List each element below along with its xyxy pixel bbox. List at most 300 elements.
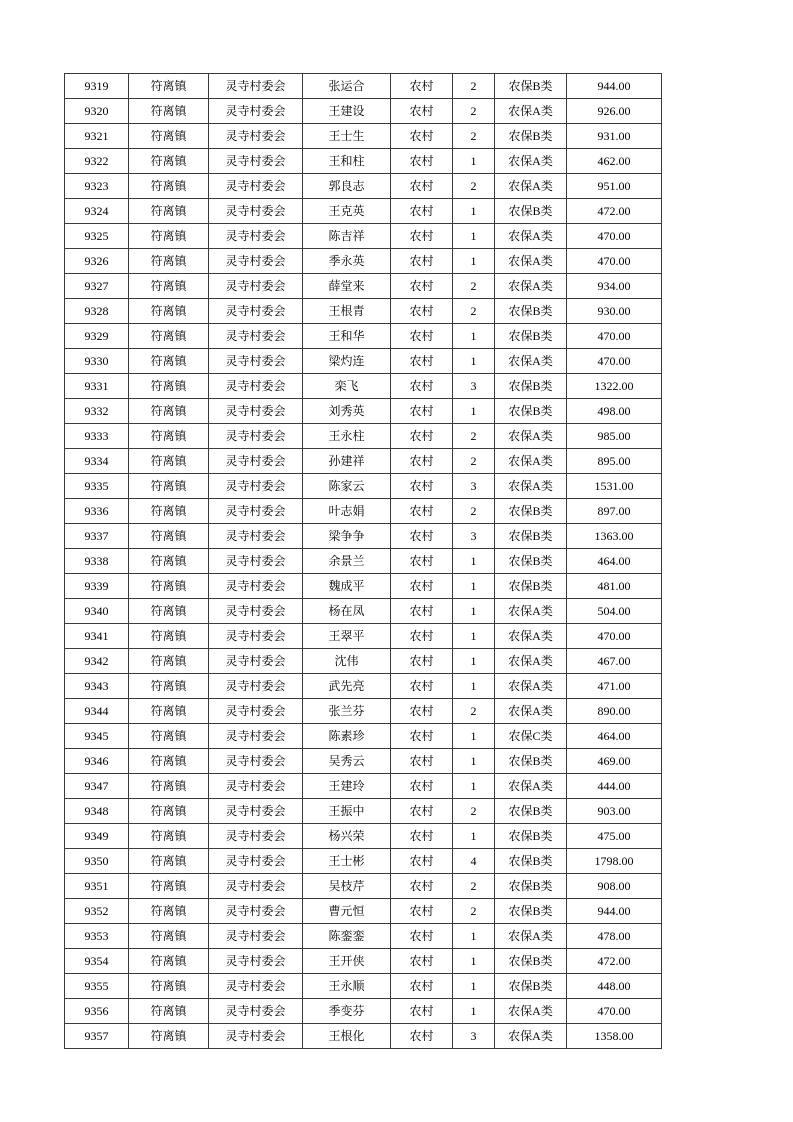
table-row (65, 399, 662, 424)
cell-amount: 897.00 (567, 499, 662, 524)
table-row (65, 999, 662, 1024)
cell-name: 沈伟 (303, 649, 391, 674)
cell-id: 9332 (65, 399, 129, 424)
cell-count: 2 (453, 874, 495, 899)
cell-id: 9336 (65, 499, 129, 524)
cell-village: 灵寺村委会 (209, 949, 303, 974)
cell-count: 1 (453, 549, 495, 574)
cell-village: 灵寺村委会 (209, 149, 303, 174)
cell-village: 灵寺村委会 (209, 474, 303, 499)
cell-count: 1 (453, 999, 495, 1024)
cell-type: 农村 (391, 74, 453, 99)
table-row (65, 249, 662, 274)
cell-amount: 462.00 (567, 149, 662, 174)
cell-id: 9349 (65, 824, 129, 849)
cell-id: 9340 (65, 599, 129, 624)
cell-id: 9324 (65, 199, 129, 224)
cell-village: 灵寺村委会 (209, 574, 303, 599)
cell-village: 灵寺村委会 (209, 99, 303, 124)
table-row (65, 749, 662, 774)
cell-category: 农保B类 (495, 399, 567, 424)
cell-town: 符离镇 (129, 199, 209, 224)
cell-count: 1 (453, 924, 495, 949)
cell-name: 陈素珍 (303, 724, 391, 749)
cell-category: 农保A类 (495, 474, 567, 499)
cell-category: 农保B类 (495, 549, 567, 574)
cell-name: 王永顺 (303, 974, 391, 999)
cell-type: 农村 (391, 799, 453, 824)
cell-type: 农村 (391, 149, 453, 174)
cell-town: 符离镇 (129, 99, 209, 124)
cell-type: 农村 (391, 224, 453, 249)
cell-category: 农保A类 (495, 674, 567, 699)
cell-amount: 470.00 (567, 999, 662, 1024)
cell-type: 农村 (391, 524, 453, 549)
cell-count: 2 (453, 499, 495, 524)
cell-id: 9339 (65, 574, 129, 599)
cell-name: 王士彬 (303, 849, 391, 874)
cell-count: 1 (453, 599, 495, 624)
cell-category: 农保A类 (495, 649, 567, 674)
cell-type: 农村 (391, 824, 453, 849)
cell-village: 灵寺村委会 (209, 174, 303, 199)
cell-type: 农村 (391, 774, 453, 799)
cell-id: 9335 (65, 474, 129, 499)
cell-amount: 926.00 (567, 99, 662, 124)
cell-type: 农村 (391, 424, 453, 449)
cell-name: 梁灼连 (303, 349, 391, 374)
cell-name: 梁争争 (303, 524, 391, 549)
cell-type: 农村 (391, 324, 453, 349)
cell-town: 符离镇 (129, 774, 209, 799)
cell-category: 农保B类 (495, 749, 567, 774)
cell-count: 2 (453, 699, 495, 724)
cell-count: 2 (453, 799, 495, 824)
cell-name: 陈銮銮 (303, 924, 391, 949)
cell-amount: 890.00 (567, 699, 662, 724)
cell-amount: 470.00 (567, 624, 662, 649)
cell-count: 1 (453, 674, 495, 699)
cell-count: 1 (453, 149, 495, 174)
cell-id: 9325 (65, 224, 129, 249)
cell-town: 符离镇 (129, 824, 209, 849)
cell-town: 符离镇 (129, 499, 209, 524)
cell-count: 2 (453, 274, 495, 299)
cell-amount: 1531.00 (567, 474, 662, 499)
table-row (65, 949, 662, 974)
cell-category: 农保B类 (495, 974, 567, 999)
cell-name: 孙建祥 (303, 449, 391, 474)
cell-village: 灵寺村委会 (209, 299, 303, 324)
cell-count: 1 (453, 224, 495, 249)
cell-name: 刘秀英 (303, 399, 391, 424)
cell-amount: 469.00 (567, 749, 662, 774)
cell-type: 农村 (391, 249, 453, 274)
cell-village: 灵寺村委会 (209, 349, 303, 374)
cell-amount: 472.00 (567, 199, 662, 224)
table-row (65, 974, 662, 999)
cell-name: 薛堂来 (303, 274, 391, 299)
cell-count: 1 (453, 324, 495, 349)
cell-category: 农保B类 (495, 124, 567, 149)
cell-count: 3 (453, 374, 495, 399)
table-row (65, 849, 662, 874)
cell-town: 符离镇 (129, 599, 209, 624)
cell-village: 灵寺村委会 (209, 849, 303, 874)
cell-town: 符离镇 (129, 274, 209, 299)
cell-id: 9338 (65, 549, 129, 574)
cell-town: 符离镇 (129, 324, 209, 349)
cell-type: 农村 (391, 699, 453, 724)
cell-count: 3 (453, 524, 495, 549)
cell-amount: 985.00 (567, 424, 662, 449)
cell-amount: 1358.00 (567, 1024, 662, 1049)
table-row (65, 349, 662, 374)
cell-id: 9343 (65, 674, 129, 699)
cell-id: 9320 (65, 99, 129, 124)
cell-town: 符离镇 (129, 699, 209, 724)
cell-amount: 498.00 (567, 399, 662, 424)
cell-count: 2 (453, 124, 495, 149)
cell-category: 农保B类 (495, 574, 567, 599)
cell-town: 符离镇 (129, 249, 209, 274)
cell-name: 张运合 (303, 74, 391, 99)
cell-town: 符离镇 (129, 674, 209, 699)
roster-table (64, 73, 662, 1049)
table-row (65, 874, 662, 899)
table-row (65, 474, 662, 499)
cell-name: 张兰芬 (303, 699, 391, 724)
cell-town: 符离镇 (129, 449, 209, 474)
cell-town: 符离镇 (129, 949, 209, 974)
cell-id: 9353 (65, 924, 129, 949)
table-row (65, 549, 662, 574)
cell-category: 农保B类 (495, 799, 567, 824)
cell-village: 灵寺村委会 (209, 499, 303, 524)
table-row (65, 649, 662, 674)
cell-type: 农村 (391, 349, 453, 374)
cell-town: 符离镇 (129, 149, 209, 174)
cell-town: 符离镇 (129, 874, 209, 899)
cell-town: 符离镇 (129, 974, 209, 999)
cell-town: 符离镇 (129, 474, 209, 499)
cell-type: 农村 (391, 874, 453, 899)
cell-town: 符离镇 (129, 549, 209, 574)
table-row (65, 124, 662, 149)
cell-name: 吴秀云 (303, 749, 391, 774)
cell-type: 农村 (391, 549, 453, 574)
table-row (65, 1024, 662, 1049)
cell-village: 灵寺村委会 (209, 399, 303, 424)
cell-type: 农村 (391, 299, 453, 324)
cell-count: 1 (453, 249, 495, 274)
cell-village: 灵寺村委会 (209, 824, 303, 849)
cell-id: 9322 (65, 149, 129, 174)
cell-town: 符离镇 (129, 649, 209, 674)
cell-category: 农保A类 (495, 274, 567, 299)
cell-id: 9323 (65, 174, 129, 199)
cell-id: 9355 (65, 974, 129, 999)
cell-type: 农村 (391, 474, 453, 499)
cell-id: 9347 (65, 774, 129, 799)
cell-amount: 472.00 (567, 949, 662, 974)
cell-type: 农村 (391, 724, 453, 749)
cell-category: 农保A类 (495, 99, 567, 124)
cell-town: 符离镇 (129, 374, 209, 399)
cell-name: 吴枝芹 (303, 874, 391, 899)
cell-amount: 470.00 (567, 224, 662, 249)
cell-village: 灵寺村委会 (209, 649, 303, 674)
cell-id: 9327 (65, 274, 129, 299)
cell-name: 王开侠 (303, 949, 391, 974)
cell-town: 符离镇 (129, 224, 209, 249)
cell-category: 农保A类 (495, 924, 567, 949)
cell-village: 灵寺村委会 (209, 449, 303, 474)
table-row (65, 724, 662, 749)
cell-village: 灵寺村委会 (209, 874, 303, 899)
cell-count: 1 (453, 949, 495, 974)
cell-name: 王振中 (303, 799, 391, 824)
cell-village: 灵寺村委会 (209, 374, 303, 399)
table-row (65, 799, 662, 824)
cell-count: 2 (453, 99, 495, 124)
cell-count: 3 (453, 1024, 495, 1049)
cell-name: 王克英 (303, 199, 391, 224)
cell-town: 符离镇 (129, 524, 209, 549)
cell-type: 农村 (391, 574, 453, 599)
table-row (65, 224, 662, 249)
cell-amount: 470.00 (567, 349, 662, 374)
table-row (65, 74, 662, 99)
table-row (65, 274, 662, 299)
cell-name: 王建设 (303, 99, 391, 124)
cell-amount: 464.00 (567, 724, 662, 749)
table-row (65, 499, 662, 524)
cell-town: 符离镇 (129, 1024, 209, 1049)
cell-type: 农村 (391, 949, 453, 974)
cell-name: 王建玲 (303, 774, 391, 799)
cell-amount: 931.00 (567, 124, 662, 149)
cell-id: 9337 (65, 524, 129, 549)
cell-village: 灵寺村委会 (209, 624, 303, 649)
cell-amount: 908.00 (567, 874, 662, 899)
cell-name: 季变芬 (303, 999, 391, 1024)
cell-id: 9354 (65, 949, 129, 974)
cell-amount: 1798.00 (567, 849, 662, 874)
table-row (65, 574, 662, 599)
cell-village: 灵寺村委会 (209, 674, 303, 699)
cell-type: 农村 (391, 674, 453, 699)
table-row (65, 674, 662, 699)
cell-amount: 1363.00 (567, 524, 662, 549)
cell-count: 1 (453, 774, 495, 799)
table-row (65, 299, 662, 324)
cell-id: 9344 (65, 699, 129, 724)
cell-amount: 944.00 (567, 74, 662, 99)
cell-village: 灵寺村委会 (209, 974, 303, 999)
cell-village: 灵寺村委会 (209, 749, 303, 774)
cell-village: 灵寺村委会 (209, 549, 303, 574)
cell-id: 9331 (65, 374, 129, 399)
cell-count: 2 (453, 74, 495, 99)
cell-type: 农村 (391, 649, 453, 674)
cell-village: 灵寺村委会 (209, 124, 303, 149)
cell-amount: 448.00 (567, 974, 662, 999)
cell-count: 1 (453, 724, 495, 749)
cell-type: 农村 (391, 1024, 453, 1049)
cell-town: 符离镇 (129, 74, 209, 99)
cell-village: 灵寺村委会 (209, 699, 303, 724)
cell-category: 农保A类 (495, 174, 567, 199)
cell-amount: 464.00 (567, 549, 662, 574)
cell-amount: 467.00 (567, 649, 662, 674)
cell-id: 9333 (65, 424, 129, 449)
cell-category: 农保A类 (495, 249, 567, 274)
table-row (65, 149, 662, 174)
cell-amount: 930.00 (567, 299, 662, 324)
cell-type: 农村 (391, 174, 453, 199)
cell-count: 1 (453, 574, 495, 599)
cell-category: 农保A类 (495, 599, 567, 624)
cell-category: 农保B类 (495, 874, 567, 899)
cell-village: 灵寺村委会 (209, 799, 303, 824)
cell-category: 农保A类 (495, 224, 567, 249)
cell-name: 曹元恒 (303, 899, 391, 924)
cell-amount: 444.00 (567, 774, 662, 799)
cell-count: 1 (453, 624, 495, 649)
cell-category: 农保A类 (495, 624, 567, 649)
cell-type: 农村 (391, 924, 453, 949)
cell-type: 农村 (391, 449, 453, 474)
cell-count: 3 (453, 474, 495, 499)
cell-village: 灵寺村委会 (209, 324, 303, 349)
cell-town: 符离镇 (129, 924, 209, 949)
cell-id: 9350 (65, 849, 129, 874)
cell-town: 符离镇 (129, 899, 209, 924)
cell-town: 符离镇 (129, 624, 209, 649)
cell-id: 9326 (65, 249, 129, 274)
table-row (65, 99, 662, 124)
cell-village: 灵寺村委会 (209, 199, 303, 224)
cell-name: 余景兰 (303, 549, 391, 574)
cell-id: 9319 (65, 74, 129, 99)
cell-amount: 951.00 (567, 174, 662, 199)
cell-amount: 471.00 (567, 674, 662, 699)
cell-amount: 504.00 (567, 599, 662, 624)
cell-type: 农村 (391, 974, 453, 999)
cell-name: 王翠平 (303, 624, 391, 649)
cell-village: 灵寺村委会 (209, 424, 303, 449)
cell-name: 郭良志 (303, 174, 391, 199)
cell-village: 灵寺村委会 (209, 924, 303, 949)
cell-town: 符离镇 (129, 349, 209, 374)
cell-id: 9328 (65, 299, 129, 324)
table-row (65, 449, 662, 474)
cell-town: 符离镇 (129, 724, 209, 749)
cell-village: 灵寺村委会 (209, 999, 303, 1024)
cell-name: 王根化 (303, 1024, 391, 1049)
cell-id: 9346 (65, 749, 129, 774)
cell-type: 农村 (391, 99, 453, 124)
table-row (65, 899, 662, 924)
cell-town: 符离镇 (129, 299, 209, 324)
cell-name: 王士生 (303, 124, 391, 149)
cell-town: 符离镇 (129, 999, 209, 1024)
cell-category: 农保A类 (495, 699, 567, 724)
cell-name: 杨在凤 (303, 599, 391, 624)
table-row (65, 524, 662, 549)
cell-amount: 895.00 (567, 449, 662, 474)
roster-table-body (65, 74, 662, 1049)
cell-name: 陈家云 (303, 474, 391, 499)
cell-id: 9351 (65, 874, 129, 899)
cell-amount: 481.00 (567, 574, 662, 599)
cell-name: 杨兴荣 (303, 824, 391, 849)
cell-type: 农村 (391, 599, 453, 624)
cell-category: 农保B类 (495, 849, 567, 874)
cell-village: 灵寺村委会 (209, 599, 303, 624)
cell-category: 农保A类 (495, 999, 567, 1024)
cell-name: 王永柱 (303, 424, 391, 449)
table-row (65, 824, 662, 849)
cell-village: 灵寺村委会 (209, 274, 303, 299)
cell-type: 农村 (391, 374, 453, 399)
cell-type: 农村 (391, 749, 453, 774)
cell-village: 灵寺村委会 (209, 524, 303, 549)
cell-village: 灵寺村委会 (209, 774, 303, 799)
cell-category: 农保A类 (495, 774, 567, 799)
cell-type: 农村 (391, 274, 453, 299)
cell-type: 农村 (391, 999, 453, 1024)
cell-count: 1 (453, 399, 495, 424)
cell-name: 陈吉祥 (303, 224, 391, 249)
cell-id: 9345 (65, 724, 129, 749)
cell-count: 2 (453, 424, 495, 449)
cell-count: 1 (453, 824, 495, 849)
cell-amount: 934.00 (567, 274, 662, 299)
cell-type: 农村 (391, 399, 453, 424)
cell-category: 农保A类 (495, 1024, 567, 1049)
table-row (65, 699, 662, 724)
cell-category: 农保B类 (495, 949, 567, 974)
cell-town: 符离镇 (129, 574, 209, 599)
cell-category: 农保A类 (495, 349, 567, 374)
cell-name: 王根青 (303, 299, 391, 324)
cell-town: 符离镇 (129, 424, 209, 449)
cell-name: 王和柱 (303, 149, 391, 174)
table-row (65, 599, 662, 624)
cell-name: 栾飞 (303, 374, 391, 399)
cell-id: 9348 (65, 799, 129, 824)
cell-category: 农保B类 (495, 324, 567, 349)
table-row (65, 624, 662, 649)
cell-count: 2 (453, 299, 495, 324)
cell-category: 农保B类 (495, 524, 567, 549)
cell-town: 符离镇 (129, 749, 209, 774)
cell-amount: 1322.00 (567, 374, 662, 399)
cell-type: 农村 (391, 624, 453, 649)
table-row (65, 324, 662, 349)
cell-amount: 470.00 (567, 249, 662, 274)
cell-count: 1 (453, 199, 495, 224)
cell-count: 2 (453, 449, 495, 474)
cell-name: 武先亮 (303, 674, 391, 699)
cell-id: 9357 (65, 1024, 129, 1049)
cell-count: 1 (453, 349, 495, 374)
cell-category: 农保B类 (495, 199, 567, 224)
table-row (65, 424, 662, 449)
cell-category: 农保B类 (495, 299, 567, 324)
